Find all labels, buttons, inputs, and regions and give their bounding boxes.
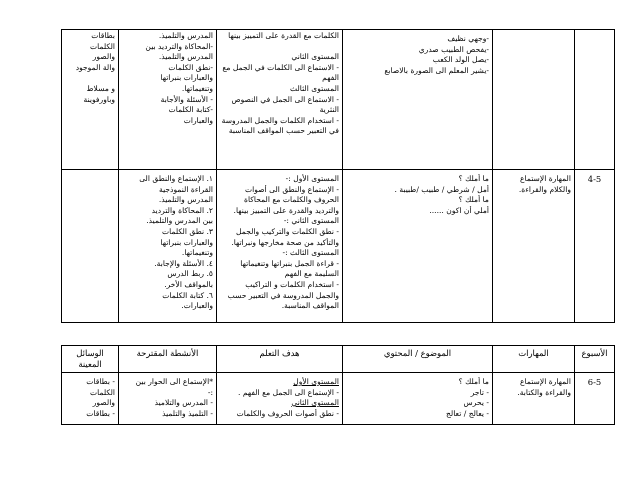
media-line: والة الموجود (75, 62, 115, 72)
media-cell (62, 373, 119, 425)
objectives-cell (217, 30, 343, 170)
objective-line: المستوى الثاني (291, 398, 339, 408)
header-week: الأسبوع (575, 346, 615, 373)
objective-line: الكلمات مع القدرة على التمييز بينها (228, 31, 339, 40)
activity-line: -نطق الكلمات (168, 62, 213, 72)
content-line: ما أملك ؟ (458, 195, 489, 205)
activity-line: المدرس والتلميذ. (158, 195, 213, 205)
table-row (62, 170, 615, 323)
objective-line: والترديد والقدرة على التمييز بينها. (233, 205, 339, 215)
content-line: - تاجر (470, 387, 489, 397)
week-number: 4-5 (587, 174, 602, 184)
header-activities: الأنشطة المقترحة (119, 346, 217, 373)
objective-line: الحروف والكلمات مع المحاكاة (244, 195, 339, 205)
activity-line: والعبارات (183, 115, 213, 125)
objective-line: الفهم (322, 73, 339, 83)
activity-line: ٢. المحاكاة والترديد (151, 205, 213, 215)
header-skills: المهارات (493, 346, 575, 373)
objective-line: المستوى الثاني :- (283, 216, 339, 226)
activity-line: المدرس والتلميذ. (158, 52, 213, 62)
content-line: أملي أن اكون ...... (429, 205, 489, 215)
objective-line: النثرية (319, 105, 339, 115)
table-row (62, 373, 615, 425)
objective-line: - الاستماع الى الكلمات في الجمل مع (222, 62, 339, 72)
content-line: - يعالج / تعالج (446, 408, 489, 418)
objective-line: في التعبير حسب المواقف المناسبة (228, 126, 339, 136)
objective-line: - نطق الكلمات والتركيب والجمل (236, 226, 339, 236)
objective-line: السليمة مع الفهم (284, 269, 339, 279)
activity-line: *الإستماع الى الحوار بين (135, 377, 213, 386)
objective-line: المواقف المناسبة. (281, 301, 339, 311)
activity-line: - الأسئلة والأجابة (160, 94, 213, 104)
week-cell (575, 30, 615, 170)
objective-line: - نطق أصوات الحروف والكلمات (236, 408, 339, 418)
media-line: بطاقات (91, 31, 115, 40)
objective-line: - استخدام الكلمات والجمل المدروسة (221, 115, 339, 125)
objectives-cell (217, 373, 343, 425)
activity-line: -كتابة الكلمات (168, 105, 213, 115)
media-line: وباورفوينة (83, 94, 115, 104)
content-cell (343, 373, 493, 425)
activities-cell (119, 30, 217, 170)
objective-line (220, 42, 339, 53)
objectives-cell (217, 170, 343, 323)
content-cell (343, 170, 493, 323)
activities-cell (119, 170, 217, 323)
header-media: الوسائل المعينة (62, 346, 119, 373)
content-line: ما أملك ؟ (458, 174, 489, 183)
activities-cell (119, 373, 217, 425)
media-line: - بطاقات (86, 408, 115, 418)
activity-line: ٦. كتابة الكلمات (162, 290, 213, 300)
content-line: أمل / شرطي / طبيب /طبيبة . (394, 184, 489, 194)
header-content: الموضوع / المحتوي (343, 346, 493, 373)
activity-line: ٣. نطق الكلمات (162, 226, 213, 236)
activity-line: بين المدرس والتلميذ. (146, 216, 213, 226)
activity-line: ٤. الأسئلة والإجابة. (154, 258, 213, 268)
skills-cell (493, 30, 575, 170)
media-line: الكلمات (90, 41, 115, 51)
table-header-row (62, 346, 615, 373)
skill-line: المهارة الإستماع (519, 377, 571, 386)
table-row (62, 30, 615, 170)
objective-line: المستوى الأول (293, 377, 339, 386)
skills-cell (493, 170, 575, 323)
content-line: ما أملك ؟ (458, 377, 489, 386)
activity-line: وتنغيماتها. (181, 83, 213, 93)
content-line: -وجهي نظيف (447, 34, 489, 43)
objective-line: المستوى الثاني (291, 52, 339, 62)
content-line: -يشير المعلم الى الصورة بالاصابع (384, 65, 489, 75)
activity-line: والعبارات. (181, 301, 213, 311)
activity-line: ١. الإستماع والنطق الى (139, 174, 213, 183)
objective-line: - الاستماع الى الجمل في النصوص (231, 94, 339, 104)
content-line: -يفحص الطبيب صدري (418, 44, 489, 54)
media-line: والصور (92, 398, 115, 408)
media-line: و مسلاط (86, 83, 115, 93)
activity-line: المدرس والتلميذ. (158, 31, 213, 40)
skills-cell (493, 373, 575, 425)
activity-line: - التلميذ والتلميذ (162, 408, 213, 418)
activity-line: ٥. ربط الدرس (167, 269, 213, 279)
week-cell (575, 170, 615, 323)
objective-line: - قراءة الجمل بنبراتها وتنغيماتها (240, 258, 339, 268)
content-line: - يحرس (463, 398, 489, 408)
activity-line: والعبارات بنبراتها (160, 73, 213, 83)
skill-line: المهارة الإستماع (519, 174, 571, 183)
activity-line: وتنغيماتها. (181, 248, 213, 258)
objective-line: المستوى الثالث (290, 83, 339, 93)
media-line: والصور (92, 52, 115, 62)
objective-line: المستوى الثالث :- (282, 248, 339, 258)
week-number: 6-5 (587, 377, 602, 387)
skill-line: والقراءة والكتابة. (517, 387, 571, 397)
media-cell (62, 30, 119, 170)
objective-line: والجمل المدروسة في التعبير حسب (227, 290, 339, 300)
activity-line: :- (207, 387, 213, 397)
objective-line: - الإستماع الى الجمل مع الفهم . (238, 387, 339, 397)
objective-line: المستوى الأول :- (285, 174, 339, 183)
media-cell (62, 170, 119, 323)
content-line: -يصل الولد الكعب (432, 55, 489, 65)
objective-line: - الإستماع والنطق الى أصوات (245, 184, 339, 194)
lesson-plan-table-bottom (61, 345, 615, 425)
week-cell (575, 373, 615, 425)
header-objectives: هدف التعلم (217, 346, 343, 373)
content-cell (343, 30, 493, 170)
activity-line: - المدرس والتلاميذ (154, 398, 213, 408)
media-line (65, 73, 115, 84)
objective-line: - استخدام الكلمات و التراكيب (245, 279, 339, 289)
activity-line: بالمواقف الأخر. (164, 279, 213, 289)
media-line: الكلمات (90, 387, 115, 397)
activity-line: القراءة النموذجية (159, 184, 213, 194)
objective-line: والتأكيد من صحة مخارجها ونبراتها. (231, 237, 339, 247)
media-line: - بطاقات (86, 377, 115, 386)
activity-line: -المحاكاة والترديد بين (145, 41, 213, 51)
skill-line: والكلام والقراءة. (518, 184, 571, 194)
lesson-plan-table-top (61, 29, 615, 323)
activity-line: والعبارات بنبراتها (160, 237, 213, 247)
